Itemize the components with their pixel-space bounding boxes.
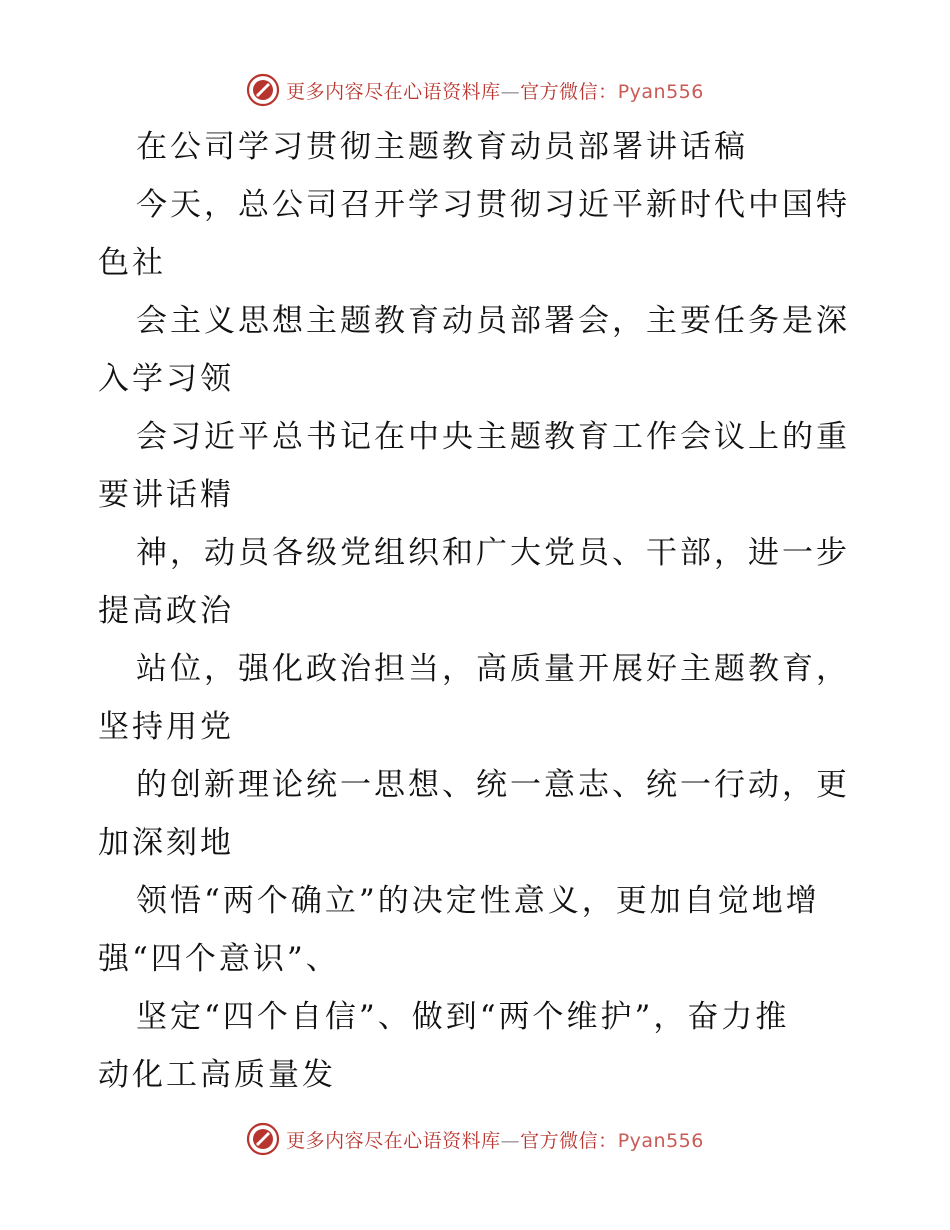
banner-text [286,77,704,104]
seal-logo-icon [246,1122,280,1156]
paragraph-line: 要讲话精 [98,477,234,513]
paragraph-line: 加深刻地 [98,825,234,861]
header-banner [0,70,950,110]
banner-text [286,1126,704,1153]
paragraph-line: 会主义思想主题教育动员部署会，主要任务是深 [136,303,850,339]
banner-dash: — [500,80,521,103]
paragraph-line: 的创新理论统一思想、统一意志、统一行动，更 [136,767,850,803]
banner-slogan: 更多内容尽在心语资料库 [286,80,501,103]
banner-wechat-label: 官方微信： [520,80,618,103]
document-body [98,118,858,1104]
paragraph-line: 坚持用党 [98,709,234,745]
banner-wechat-id: Pyan556 [617,80,704,103]
seal-logo-icon [246,73,280,107]
banner-slogan: 更多内容尽在心语资料库 [286,1129,501,1152]
banner-wechat-id: Pyan556 [617,1129,704,1152]
paragraph-line: 领悟“两个确立”的决定性意义，更加自觉地增 [136,883,820,919]
paragraph-line: 会习近平总书记在中央主题教育工作会议上的重 [136,419,850,455]
paragraph-line: 今天，总公司召开学习贯彻习近平新时代中国特 [136,187,850,223]
document-title: 在公司学习贯彻主题教育动员部署讲话稿 [136,129,748,165]
paragraph-line: 入学习领 [98,361,234,397]
paragraph-line: 动化工高质量发 [98,1057,336,1093]
banner-wechat-label: 官方微信： [520,1129,618,1152]
paragraph-line: 坚定“四个自信”、做到“两个维护”，奋力推 [136,999,790,1035]
paragraph-line: 强“四个意识”、 [98,941,340,977]
paragraph-line: 色社 [98,245,166,281]
paragraph-line: 站位，强化政治担当，高质量开展好主题教育， [136,651,850,687]
banner-dash: — [500,1129,521,1152]
paragraph-line: 神，动员各级党组织和广大党员、干部，进一步 [136,535,850,571]
footer-banner [0,1119,950,1159]
paragraph-line: 提高政治 [98,593,234,629]
